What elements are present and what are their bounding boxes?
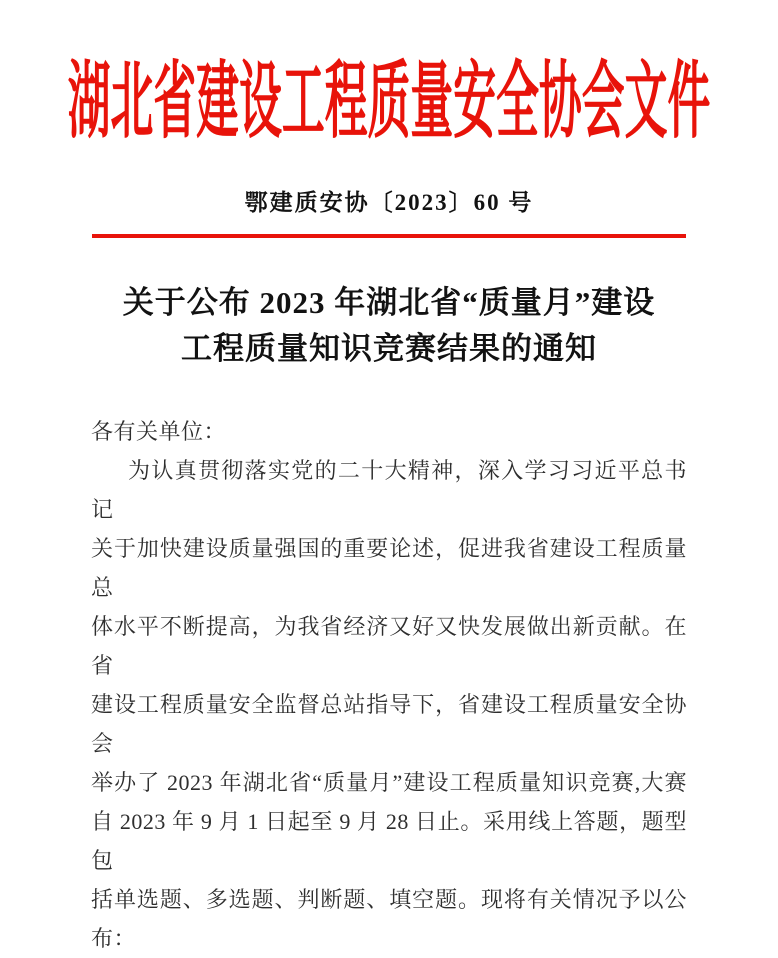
red-divider-line <box>92 234 686 238</box>
body-text-line: 布： <box>91 926 137 951</box>
document-body <box>91 412 687 958</box>
subject-line-2: 工程质量知识竞赛结果的通知 <box>181 331 597 366</box>
subject-line-1: 关于公布 2023 年湖北省“质量月”建设 <box>122 285 656 320</box>
document-number: 鄂建质安协〔2023〕60 号 <box>244 190 534 215</box>
salutation: 各有关单位： <box>91 419 227 444</box>
body-text-line: 自 2023 年 9 月 1 日起至 9 月 28 日止。采用线上答题，题型包 <box>91 809 687 873</box>
body-text-line: 关于加快建设质量强国的重要论述，促进我省建设工程质量总 <box>91 536 687 600</box>
document-subject <box>0 280 778 372</box>
body-text-line: 举办了 2023 年湖北省“质量月”建设工程质量知识竞赛,大赛 <box>91 770 687 795</box>
body-text-line: 括单选题、多选题、判断题、填空题。现将有关情况予以公 <box>91 887 687 912</box>
body-paragraph <box>91 451 687 958</box>
body-text-line: 为认真贯彻落实党的二十大精神，深入学习习近平总书记 <box>91 458 687 522</box>
body-text-line: 体水平不断提高，为我省经济又好又快发展做出新贡献。在省 <box>91 614 687 678</box>
letterhead-org-title: 湖北省建设工程质量安全协会文件 <box>67 56 711 149</box>
body-text-line: 建设工程质量安全监督总站指导下，省建设工程质量安全协会 <box>91 692 687 756</box>
official-document-page <box>0 56 778 951</box>
letterhead <box>0 56 778 150</box>
